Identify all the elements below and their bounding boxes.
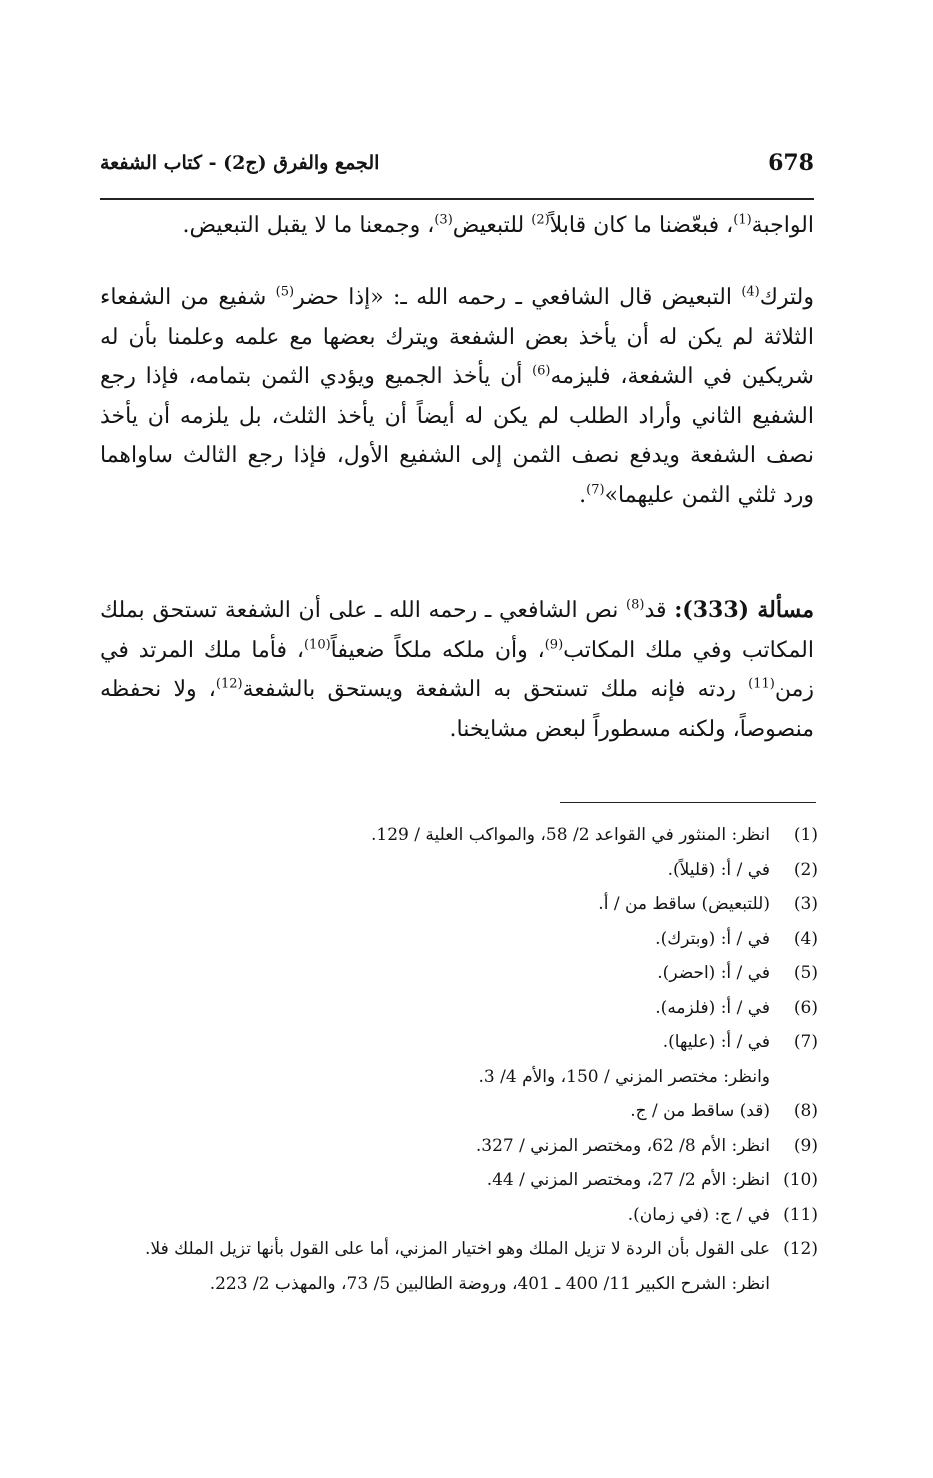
footnote-text: (للتبعيض) ساقط من / أ. <box>598 894 770 914</box>
footnote <box>100 1094 818 1129</box>
footnotes <box>100 818 818 1301</box>
text-run: ، وأن ملكه ملكاً ضعيفاً <box>330 637 545 663</box>
issue-label: مسألة (333): <box>674 597 814 623</box>
footnote-ref-4[interactable]: (4) <box>741 284 760 300</box>
footnote-ref-7[interactable]: (7) <box>586 482 605 498</box>
text-run: شفيع من الشفعاء الثلاثة لم يكن له أن يأخذ بعض الشفعة ويترك بعضها مع علمه وعلمنا بأن له شريكين في الشفعة، فليزمه <box>100 285 814 389</box>
footnote-ref-2[interactable]: (2) <box>531 212 550 228</box>
text-run: التبعيض قال الشافعي ـ رحمه الله ـ: «إذا حضر <box>294 285 742 310</box>
footnote-text: انظر: الأم 8/ 62، ومختصر المزني / 327. <box>475 1135 770 1156</box>
text-run: للتبعيض <box>452 213 532 238</box>
footnote <box>100 956 818 991</box>
footnote-text: انظر: المنثور في القواعد 2/ 58، والمواكب العلية / 129. <box>371 825 770 845</box>
text-run: ، ولا نحفظه منصوصاً، ولكنه مسطوراً لبعض مشايخنا. <box>100 677 814 742</box>
issue-paragraph <box>100 591 814 749</box>
text-run: . <box>579 482 587 508</box>
page-header <box>100 148 814 200</box>
footnote-ref-11[interactable]: (11) <box>748 676 775 692</box>
footnote-ref-10[interactable]: (10) <box>303 637 331 653</box>
footnote-ref-1[interactable]: (1) <box>733 212 752 228</box>
footnote-number: (12) <box>783 1239 818 1259</box>
footnote-ref-3[interactable]: (3) <box>434 212 453 228</box>
page-number: 678 <box>768 150 814 176</box>
footnote <box>100 922 818 957</box>
text-run: ، وجمعنا ما لا يقبل التبعيض. <box>182 213 435 238</box>
footnote <box>100 1025 818 1060</box>
footnote <box>100 1232 818 1267</box>
footnote <box>100 1129 818 1164</box>
footnote-number: (6) <box>793 997 818 1018</box>
footnote-number: (8) <box>793 1101 818 1121</box>
footnote <box>100 887 818 922</box>
footnote-ref-6[interactable]: (6) <box>532 363 551 379</box>
text-run: قد <box>644 598 675 623</box>
footnote <box>100 1198 818 1233</box>
footnote-text: في / أ: (احضر). <box>657 963 770 983</box>
text-run: أن يأخذ الجميع ويؤدي الثمن بتمامه، فإذا رجع الشفيع الثاني وأراد الطلب لم يكن له أيضاً أن يأخذ الثلث، بل يلزمه أن يأخذ نصف الشفعة ويدفع نصف الثمن إلى الشفيع الأول، فإذا رجع الثالث ساواهما ورد ثلثي الثمن عليهما» <box>100 364 814 508</box>
footnote-number: (7) <box>793 1032 818 1052</box>
footnote-number: (2) <box>793 859 818 880</box>
footnote-text: في / أ: (وبترك). <box>655 928 770 949</box>
footnote-separator <box>560 802 816 803</box>
paragraph-2 <box>100 278 814 515</box>
text-run: ، فأما ملك المرتد في زمن <box>100 637 814 702</box>
footnote-number: (10) <box>783 1170 818 1190</box>
footnote-ref-12[interactable]: (12) <box>215 676 243 692</box>
footnote <box>100 1163 818 1198</box>
footnote <box>100 818 818 853</box>
footnote-text: على القول بأن الردة لا تزيل الملك وهو اختيار المزني، أما على القول بأنها تزيل الملك فلا. <box>145 1239 770 1259</box>
footnote-number: (11) <box>783 1204 818 1225</box>
text-run: الواجبة <box>751 213 814 238</box>
footnote-number: (1) <box>793 825 818 845</box>
footnote-number: (9) <box>793 1135 818 1156</box>
text-run: ولترك <box>759 285 814 310</box>
footnote <box>100 991 818 1026</box>
text-run: نص الشافعي ـ رحمه الله ـ على أن الشفعة تستحق بملك المكاتب وفي ملك المكاتب <box>100 598 814 663</box>
footnote-text: في / أ: (عليها). <box>662 1032 770 1052</box>
footnote-number: (5) <box>793 963 818 983</box>
footnote-text: انظر: الأم 2/ 27، ومختصر المزني / 44. <box>486 1170 770 1190</box>
footnote-ref-5[interactable]: (5) <box>275 284 295 300</box>
footnote-continuation: وانظر: مختصر المزني / 150، والأم 4/ 3. <box>478 1066 770 1087</box>
text-run: ردته فإنه ملك تستحق به الشفعة ويستحق بالشفعة <box>242 677 749 702</box>
text-run: ، فبعّضنا ما كان قابلاً <box>549 213 734 238</box>
footnote-text: في / أ: (قليلاً). <box>667 859 770 880</box>
footnote-continuation: انظر: الشرح الكبير 11/ 400 ـ 401، وروضة الطالبين 5/ 73، والمهذب 2/ 223. <box>209 1273 770 1294</box>
running-title: الجمع والفرق (ج2) - كتاب الشفعة <box>100 152 380 174</box>
footnote-text: في / ج: (في زمان). <box>627 1204 770 1225</box>
paragraph-1 <box>100 206 814 246</box>
footnote <box>100 853 818 888</box>
footnote-number: (3) <box>793 894 818 914</box>
footnote-text: (قد) ساقط من / ج. <box>630 1101 770 1121</box>
footnote-ref-8[interactable]: (8) <box>626 597 645 613</box>
footnote-number: (4) <box>793 928 818 949</box>
footnote-ref-9[interactable]: (9) <box>544 637 564 653</box>
footnote-text: في / أ: (فلزمه). <box>655 997 770 1018</box>
